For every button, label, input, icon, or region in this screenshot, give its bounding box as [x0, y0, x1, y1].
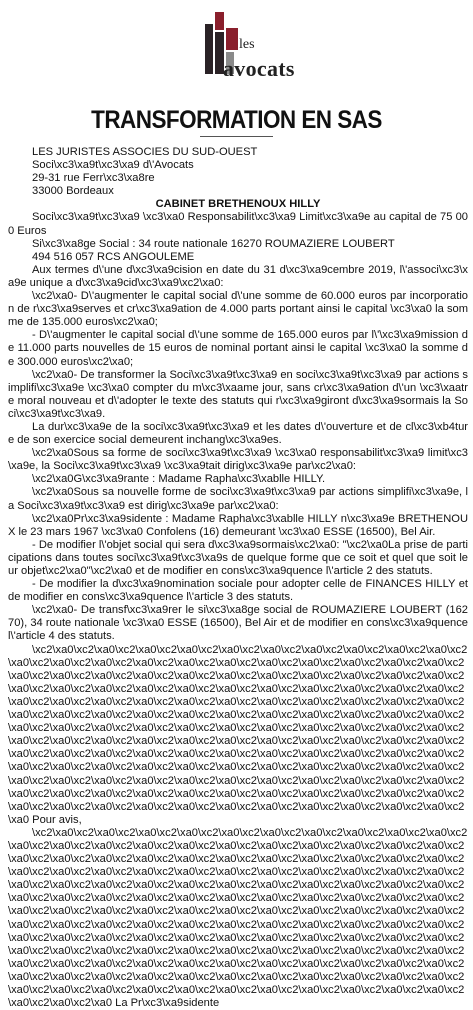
paragraph-new-management: \xc2\xa0Sous sa nouvelle forme de soci\xc3\xa9t\xc3\xa9 par actions simplifi\xc3\xa9e, la Soci\xc3\xa9t\xc3\xa9 est dirig\xc3\xa9e par\xc2\xa0:: [8, 486, 468, 512]
issuer-street: 29-31 rue Ferr\xc3\xa8re: [32, 172, 155, 185]
logo-text-les: les: [239, 37, 255, 52]
logo-text-avocats: avocats: [223, 56, 295, 81]
paragraph-former-manager: \xc2\xa0G\xc3\xa9rante : Madame Rapha\xc3\xablle HILLY.: [32, 473, 326, 486]
paragraph-president: \xc2\xa0Pr\xc3\xa9sidente : Madame Rapha\xc3\xablle HILLY n\xc3\xa9e BRETHENOUX le 23 mars 1967 \xc3\xa0 Confolens (16) demeurant \xc3\xa0 ESSE (16500), Bel Air.: [8, 512, 468, 538]
paragraph-rcs: 494 516 057 RCS ANGOULEME: [32, 250, 195, 263]
logo-block-red-top: [215, 12, 224, 30]
notice-body: [8, 146, 468, 1010]
paragraph-office-transfer: \xc2\xa0- De transf\xc3\xa9rer le si\xc3\xa8ge social de ROUMAZIERE LOUBERT (16270), 34 route nationale \xc3\xa0 ESSE (16500), Bel Air et de modifier en cons\xc3\xa9quence l\'article 4 des statuts.: [8, 604, 468, 643]
paragraph-legal-form: Soci\xc3\xa9t\xc3\xa9 \xc3\xa0 Responsabilit\xc3\xa9 Limit\xc3\xa9e au capital de 75 000 Euros: [8, 211, 468, 237]
paragraph-decision: Aux termes d\'une d\xc3\xa9cision en date du 31 d\xc3\xa9cembre 2019, l\'associ\xc3\xa9e unique a d\xc3\xa9cid\xc3\xa9\xc2\xa0:: [8, 263, 468, 289]
logo-bar-dark-left: [205, 24, 213, 74]
logo-block-red-right: [226, 28, 238, 50]
les-avocats-logo: [205, 12, 295, 88]
issuer-city: 33000 Bordeaux: [32, 185, 114, 198]
paragraph-pour-avis: \xc2\xa0\xc2\xa0\xc2\xa0\xc2\xa0\xc2\xa0\xc2\xa0\xc2\xa0\xc2\xa0\xc2\xa0\xc2\xa0\xc2\xa0\xc2\xa0\xc2\xa0\xc2\xa0\xc2\xa0\xc2\xa0\xc2\xa0\xc2\xa0\xc2\xa0\xc2\xa0\xc2\xa0\xc2\xa0\xc2\xa0\xc2\xa0\xc2\xa0\xc2\xa0\xc2\xa0\xc2\xa0\xc2\xa0\xc2\xa0\xc2\xa0\xc2\xa0\xc2\xa0\xc2\xa0\xc2\xa0\xc2\xa0\xc2\xa0\xc2\xa0\xc2\xa0\xc2\xa0\xc2\xa0\xc2\xa0\xc2\xa0\xc2\xa0\xc2\xa0\xc2\xa0\xc2\xa0\xc2\xa0\xc2\xa0\xc2\xa0\xc2\xa0\xc2\xa0\xc2\xa0\xc2\xa0\xc2\xa0\xc2\xa0\xc2\xa0\xc2\xa0\xc2\xa0\xc2\xa0\xc2\xa0\xc2\xa0\xc2\xa0\xc2\xa0\xc2\xa0\xc2\xa0\xc2\xa0\xc2\xa0\xc2\xa0\xc2\xa0\xc2\xa0\xc2\xa0\xc2\xa0\xc2\xa0\xc2\xa0\xc2\xa0\xc2\xa0\xc2\xa0\xc2\xa0\xc2\xa0\xc2\xa0\xc2\xa0\xc2\xa0\xc2\xa0\xc2\xa0\xc2\xa0\xc2\xa0\xc2\xa0\xc2\xa0\xc2\xa0\xc2\xa0\xc2\xa0\xc2\xa0\xc2\xa0\xc2\xa0\xc2\xa0\xc2\xa0\xc2\xa0\xc2\xa0\xc2\xa0\xc2\xa0\xc2\xa0\xc2\xa0\xc2\xa0\xc2\xa0\xc2\xa0\xc2\xa0\xc2\xa0\xc2\xa0\xc2\xa0\xc2\xa0\xc2\xa0\xc2\xa0\xc2\xa0\xc2\xa0\xc2\xa0\xc2\xa0\xc2\xa0\xc2\xa0\xc2\xa0\xc2\xa0\xc2\xa0\xc2\xa0\xc2\xa0\xc2\xa0\xc2\xa0\xc2\xa0\xc2\xa0\xc2\xa0\xc2\xa0\xc2\xa0\xc2\xa0\xc2\xa0\xc2\xa0\xc2\xa0\xc2\xa0\xc2\xa0\xc2\xa0\xc2\xa0\xc2\xa0\xc2\xa0\xc2\xa0\xc2\xa0 Pour avis,: [8, 643, 468, 826]
notice-title: TRANSFORMATION EN SAS: [91, 106, 382, 134]
paragraph-duration: La dur\xc3\xa9e de la soci\xc3\xa9t\xc3\xa9 et les dates d\'ouverture et de cl\xc3\xb4ture de son exercice social demeurent inchang\xc3\xa9es.: [8, 420, 468, 447]
paragraph-former-management: \xc2\xa0Sous sa forme de soci\xc3\xa9t\xc3\xa9 \xc3\xa0 responsabilit\xc3\xa9 limit\xc3\xa9e, la Soci\xc3\xa9t\xc3\xa9 \xc3\xa9tait dirig\xc3\xa9e par\xc2\xa0:: [8, 447, 468, 473]
paragraph-registered-office: Si\xc3\xa8ge Social : 34 route nationale 16270 ROUMAZIERE LOUBERT: [32, 237, 395, 250]
company-name: CABINET BRETHENOUX HILLY: [155, 198, 321, 211]
title-underline: [200, 136, 273, 137]
paragraph-capital-increase-2: - D\'augmenter le capital social d\'une somme de 165.000 euros par l\'\xc3\xa9mission de 11.000 parts nouvelles de 15 euros de nominal portant ainsi le capital \xc3\xa0 la somme de 300.000 euros\xc2\xa0;: [8, 329, 468, 368]
issuer-type: Soci\xc3\xa9t\xc3\xa9 d\'Avocats: [32, 159, 194, 172]
paragraph-transformation: \xc2\xa0- De transformer la Soci\xc3\xa9t\xc3\xa9 en soci\xc3\xa9t\xc3\xa9 par actions simplifi\xc3\xa9e \xc3\xa0 compter du m\xc3\xaame jour, sans cr\xc3\xa9ation d\'un \xc3\xaatre moral nouveau et d\'adopter le texte des statuts qui r\xc3\xa9giront d\xc3\xa9sormais la Soci\xc3\xa9t\xc3\xa9.: [8, 368, 468, 420]
paragraph-company-name-change: - De modifier la d\xc3\xa9nomination sociale pour adopter celle de FINANCES HILLY et de modifier en cons\xc3\xa9quence l\'article 3 des statuts.: [8, 578, 468, 604]
paragraph-capital-increase-1: \xc2\xa0- D\'augmenter le capital social d\'une somme de 60.000 euros par incorporation de r\xc3\xa9serves et cr\xc3\xa9ation de 4.000 parts portant ainsi le capital \xc3\xa0 la somme de 135.000 euros\xc2\xa0;: [8, 290, 468, 329]
issuer-name: LES JURISTES ASSOCIES DU SUD-OUEST: [32, 146, 258, 158]
paragraph-corporate-purpose: - De modifier l\'objet social qui sera d\xc3\xa9sormais\xc2\xa0: "\xc2\xa0La prise de participations dans toutes soci\xc3\xa9t\xc3\xa9s de quelque forme que ce soit et quel que soit leur objet\xc2\xa0"\xc2\xa0 et de modifier en cons\xc3\xa9quence l\'article 2 des statuts.: [8, 538, 468, 577]
paragraph-signature: \xc2\xa0\xc2\xa0\xc2\xa0\xc2\xa0\xc2\xa0\xc2\xa0\xc2\xa0\xc2\xa0\xc2\xa0\xc2\xa0\xc2\xa0\xc2\xa0\xc2\xa0\xc2\xa0\xc2\xa0\xc2\xa0\xc2\xa0\xc2\xa0\xc2\xa0\xc2\xa0\xc2\xa0\xc2\xa0\xc2\xa0\xc2\xa0\xc2\xa0\xc2\xa0\xc2\xa0\xc2\xa0\xc2\xa0\xc2\xa0\xc2\xa0\xc2\xa0\xc2\xa0\xc2\xa0\xc2\xa0\xc2\xa0\xc2\xa0\xc2\xa0\xc2\xa0\xc2\xa0\xc2\xa0\xc2\xa0\xc2\xa0\xc2\xa0\xc2\xa0\xc2\xa0\xc2\xa0\xc2\xa0\xc2\xa0\xc2\xa0\xc2\xa0\xc2\xa0\xc2\xa0\xc2\xa0\xc2\xa0\xc2\xa0\xc2\xa0\xc2\xa0\xc2\xa0\xc2\xa0\xc2\xa0\xc2\xa0\xc2\xa0\xc2\xa0\xc2\xa0\xc2\xa0\xc2\xa0\xc2\xa0\xc2\xa0\xc2\xa0\xc2\xa0\xc2\xa0\xc2\xa0\xc2\xa0\xc2\xa0\xc2\xa0\xc2\xa0\xc2\xa0\xc2\xa0\xc2\xa0\xc2\xa0\xc2\xa0\xc2\xa0\xc2\xa0\xc2\xa0\xc2\xa0\xc2\xa0\xc2\xa0\xc2\xa0\xc2\xa0\xc2\xa0\xc2\xa0\xc2\xa0\xc2\xa0\xc2\xa0\xc2\xa0\xc2\xa0\xc2\xa0\xc2\xa0\xc2\xa0\xc2\xa0\xc2\xa0\xc2\xa0\xc2\xa0\xc2\xa0\xc2\xa0\xc2\xa0\xc2\xa0\xc2\xa0\xc2\xa0\xc2\xa0\xc2\xa0\xc2\xa0\xc2\xa0\xc2\xa0\xc2\xa0\xc2\xa0\xc2\xa0\xc2\xa0\xc2\xa0\xc2\xa0\xc2\xa0\xc2\xa0\xc2\xa0\xc2\xa0\xc2\xa0\xc2\xa0\xc2\xa0\xc2\xa0\xc2\xa0\xc2\xa0\xc2\xa0\xc2\xa0\xc2\xa0\xc2\xa0\xc2\xa0\xc2\xa0\xc2\xa0\xc2\xa0\xc2\xa0\xc2\xa0\xc2\xa0\xc2\xa0\xc2\xa0\xc2\xa0 La Pr\xc3\xa9sidente: [8, 826, 468, 1010]
